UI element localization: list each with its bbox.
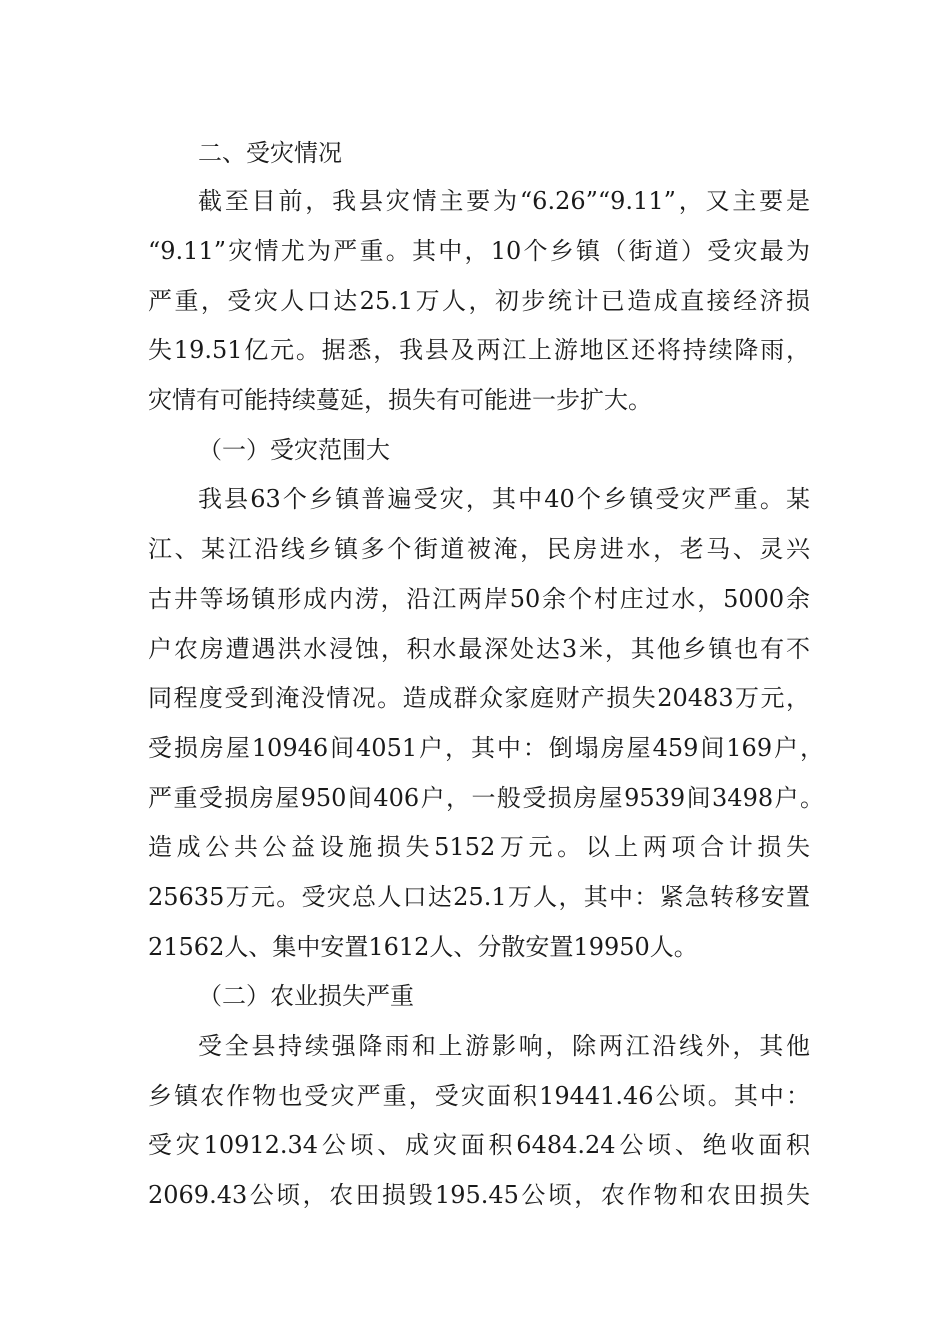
paragraph-line: 江、某江沿线乡镇多个街道被淹，民房进水，老马、灵兴 bbox=[148, 535, 810, 563]
paragraph-line: 2069.43公顷，农田损毁195.45公顷，农作物和农田损失 bbox=[148, 1181, 810, 1209]
paragraph-line: “9.11”灾情尤为严重。其中，10个乡镇（街道）受灾最为 bbox=[148, 237, 810, 265]
paragraph-line: 受全县持续强降雨和上游影响，除两江沿线外，其他 bbox=[198, 1032, 810, 1060]
paragraph-line: 25635万元。受灾总人口达25.1万人，其中：紧急转移安置 bbox=[148, 883, 810, 911]
paragraph-line: 截至目前，我县灾情主要为“6.26”“9.11”，又主要是 bbox=[198, 187, 810, 215]
paragraph-line: 严重，受灾人口达25.1万人，初步统计已造成直接经济损 bbox=[148, 287, 810, 315]
subsection-2-heading: （二）农业损失严重 bbox=[198, 982, 414, 1010]
paragraph-line: 户农房遭遇洪水浸蚀，积水最深处达3米，其他乡镇也有不 bbox=[148, 635, 810, 663]
paragraph-line: 灾情有可能持续蔓延，损失有可能进一步扩大。 bbox=[148, 386, 652, 414]
paragraph-line: 同程度受到淹没情况。造成群众家庭财产损失20483万元， bbox=[148, 684, 810, 712]
paragraph-line: 失19.51亿元。据悉，我县及两江上游地区还将持续降雨， bbox=[148, 336, 810, 364]
paragraph-line: 造成公共公益设施损失5152万元。以上两项合计损失 bbox=[148, 833, 810, 861]
paragraph-line: 乡镇农作物也受灾严重，受灾面积19441.46公顷。其中： bbox=[148, 1082, 810, 1110]
paragraph-line: 21562人、集中安置1612人、分散安置19950人。 bbox=[148, 933, 698, 961]
paragraph-line: 受灾10912.34公顷、成灾面积6484.24公顷、绝收面积 bbox=[148, 1131, 810, 1159]
subsection-1-heading: （一）受灾范围大 bbox=[198, 436, 390, 464]
paragraph-line: 受损房屋10946间4051户，其中：倒塌房屋459间169户， bbox=[148, 734, 824, 762]
paragraph-line: 严重受损房屋950间406户，一般受损房屋9539间3498户。 bbox=[148, 784, 824, 812]
section-heading: 二、受灾情况 bbox=[198, 139, 342, 167]
paragraph-line: 古井等场镇形成内涝，沿江两岸50余个村庄过水，5000余 bbox=[148, 585, 810, 613]
paragraph-line: 我县63个乡镇普遍受灾，其中40个乡镇受灾严重。某 bbox=[198, 485, 810, 513]
